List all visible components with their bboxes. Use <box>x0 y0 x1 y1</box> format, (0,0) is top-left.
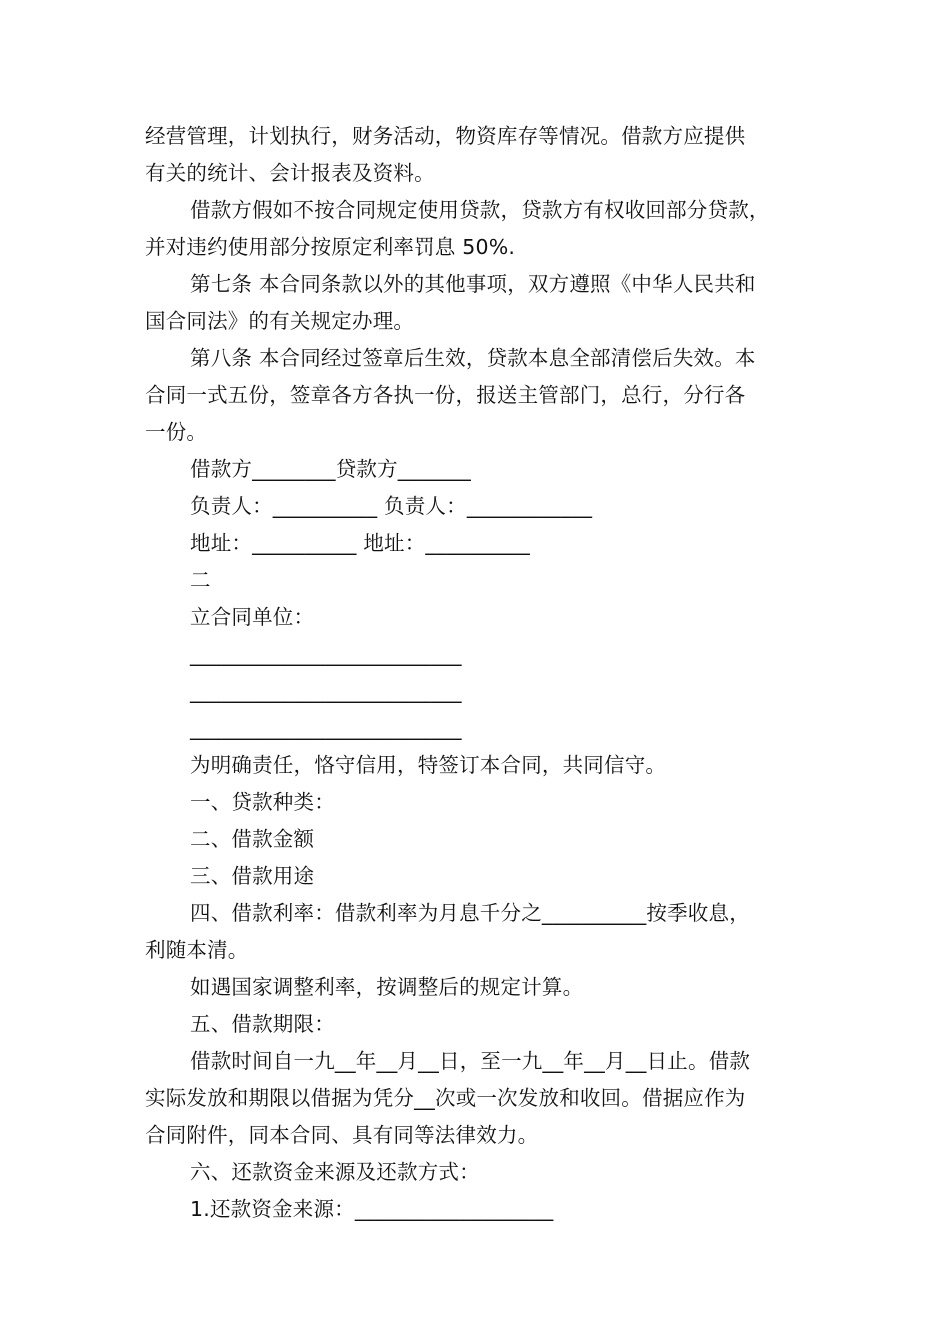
preamble-line: 为明确责任，恪守信用，特签订本合同，共同信守。 <box>190 753 667 777</box>
clause-loan-term: 五、借款期限： <box>190 1012 335 1036</box>
text-line: 实际发放和期限以借据为凭分__次或一次发放和收回。借据应作为 <box>145 1086 746 1110</box>
text-line: 合同一式五份，签章各方各执一份，报送主管部门，总行，分行各 <box>145 383 746 407</box>
repayment-source-line: 1.还款资金来源：___________________ <box>190 1197 554 1221</box>
text-line: 国合同法》的有关规定办理。 <box>145 309 415 333</box>
signature-responsible-line: 负责人：__________ 负责人：____________ <box>190 494 593 518</box>
clause-interest-rate: 四、借款利率：借款利率为月息千分之__________按季收息， <box>190 901 750 925</box>
blank-fill-line: __________________________ <box>190 716 462 740</box>
clause-loan-amount: 二、借款金额 <box>190 827 315 851</box>
clause-loan-purpose: 三、借款用途 <box>190 864 315 888</box>
text-line: 合同附件，同本合同、具有同等法律效力。 <box>145 1123 539 1147</box>
blank-fill-line: __________________________ <box>190 642 462 666</box>
text-line: 借款时间自一九__年__月__日，至一九__年__月__日止。借款 <box>190 1049 751 1073</box>
text-line: 借款方假如不按合同规定使用贷款，贷款方有权收回部分贷款， <box>190 198 770 222</box>
article-7-line: 第七条 本合同条款以外的其他事项，双方遵照《中华人民共和 <box>190 272 756 296</box>
section-number: 二 <box>190 568 211 592</box>
text-line: 如遇国家调整利率，按调整后的规定计算。 <box>190 975 584 999</box>
blank-fill-line: __________________________ <box>190 679 462 703</box>
article-8-line: 第八条 本合同经过签章后生效，贷款本息全部清偿后失效。本 <box>190 346 756 370</box>
signature-parties-line: 借款方________贷款方_______ <box>190 457 471 481</box>
text-line: 经营管理，计划执行，财务活动，物资库存等情况。借款方应提供 <box>145 124 746 148</box>
text-line: 一份。 <box>145 420 208 444</box>
text-line: 有关的统计、会计报表及资料。 <box>145 161 435 185</box>
text-line: 利随本清。 <box>145 938 249 962</box>
signature-address-line: 地址：__________ 地址：__________ <box>190 531 530 555</box>
document-body <box>145 118 820 1228</box>
clause-repayment: 六、还款资金来源及还款方式： <box>190 1160 480 1184</box>
contract-parties-label: 立合同单位： <box>190 605 315 629</box>
clause-loan-type: 一、贷款种类： <box>190 790 335 814</box>
text-line: 并对违约使用部分按原定利率罚息 50%. <box>145 235 516 259</box>
